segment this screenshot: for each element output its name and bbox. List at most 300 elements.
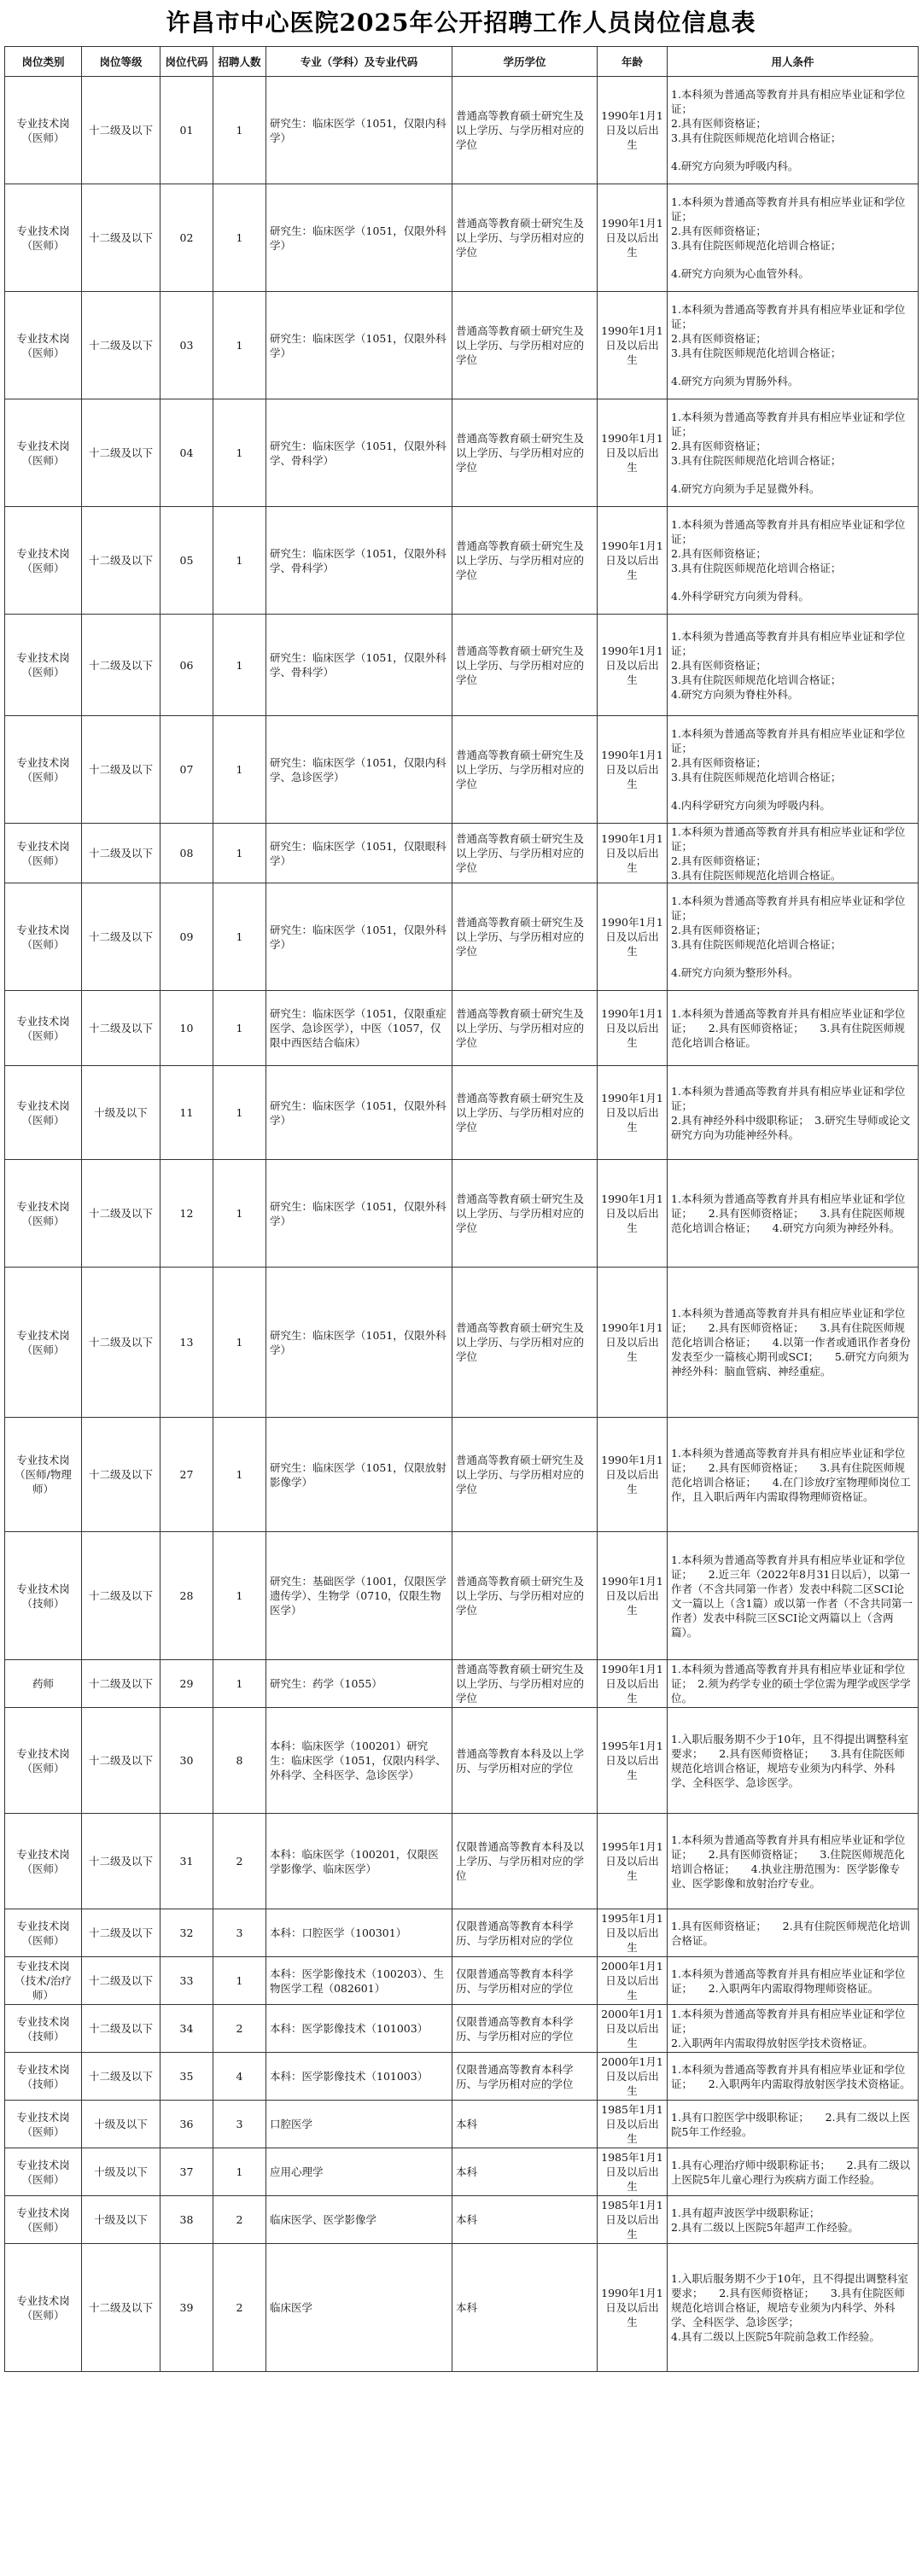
requirement-line: 1.本科须为普通高等教育并具有相应毕业证和学位证； 2.具有医师资格证； 3.具有住院医师规范化培训合格证； 4.研究方向须为神经外科。 (671, 1192, 906, 1234)
cell-major: 研究生：临床医学（1051，仅限外科学、骨科学） (266, 507, 452, 615)
header-level: 岗位等级 (82, 47, 160, 77)
cell-count: 2 (213, 1814, 266, 1909)
cell-level: 十二级及以下 (82, 399, 160, 507)
table-row (5, 1660, 919, 1708)
table-row (5, 1268, 919, 1418)
cell-count: 1 (213, 399, 266, 507)
cell-code: 04 (160, 399, 213, 507)
cell-age: 1990年1月1日及以后出生 (598, 292, 668, 399)
positions-table (4, 46, 919, 2372)
cell-level: 十二级及以下 (82, 883, 160, 991)
header-major: 专业（学科）及专业代码 (266, 47, 452, 77)
header-category: 岗位类别 (5, 47, 82, 77)
cell-age: 1990年1月1日及以后出生 (598, 507, 668, 615)
requirement-line: 1.本科须为普通高等教育并具有相应毕业证和学位证； (671, 895, 906, 922)
cell-count: 1 (213, 1268, 266, 1418)
cell-major: 应用心理学 (266, 2148, 452, 2196)
requirement-line: 1.本科须为普通高等教育并具有相应毕业证和学位证； (671, 518, 906, 545)
requirement-line: 1.本科须为普通高等教育并具有相应毕业证和学位证； (671, 2008, 906, 2035)
table-row (5, 991, 919, 1066)
table-row (5, 824, 919, 883)
cell-major: 本科：临床医学（100201，仅限医学影像学、临床医学） (266, 1814, 452, 1909)
cell-category: 专业技术岗（医师） (5, 1814, 82, 1909)
requirement-line: 2.具有医师资格证； (671, 332, 767, 345)
requirement-line: 4.外科学研究方向须为骨科。 (671, 590, 809, 603)
cell-level: 十二级及以下 (82, 2244, 160, 2372)
cell-age: 1990年1月1日及以后出生 (598, 883, 668, 991)
requirement-spacer (671, 468, 914, 481)
requirement-line: 2.具有医师资格证； (671, 924, 767, 936)
requirement-line: 1.本科须为普通高等教育并具有相应毕业证和学位证； (671, 825, 906, 853)
cell-level: 十二级及以下 (82, 1268, 160, 1418)
table-row (5, 1957, 919, 2005)
cell-code: 29 (160, 1660, 213, 1708)
cell-requirements (668, 991, 919, 1066)
cell-major: 本科：口腔医学（100301） (266, 1909, 452, 1957)
requirement-line: 4.研究方向须为胃肠外科。 (671, 375, 799, 388)
cell-age: 1985年1月1日及以后出生 (598, 2148, 668, 2196)
cell-education: 普通高等教育硕士研究生及以上学历、与学历相对应的学位 (452, 991, 598, 1066)
requirement-line: 4.内科学研究方向须为呼吸内科。 (671, 799, 831, 812)
cell-education: 本科 (452, 2148, 598, 2196)
table-row (5, 615, 919, 716)
cell-count: 3 (213, 1909, 266, 1957)
cell-education: 本科 (452, 2101, 598, 2148)
table-row (5, 716, 919, 824)
cell-education: 普通高等教育硕士研究生及以上学历、与学历相对应的学位 (452, 507, 598, 615)
cell-level: 十二级及以下 (82, 1708, 160, 1814)
requirement-line: 2.具有医师资格证； (671, 756, 767, 769)
cell-age: 1990年1月1日及以后出生 (598, 615, 668, 716)
table-row (5, 1418, 919, 1532)
requirement-line: 2.具有医师资格证； (671, 854, 767, 867)
cell-major: 临床医学 (266, 2244, 452, 2372)
cell-requirements (668, 2005, 919, 2053)
requirement-line: 1.本科须为普通高等教育并具有相应毕业证和学位证； 2.入职两年内需取得物理师资格证。 (671, 1967, 906, 1995)
cell-age: 1990年1月1日及以后出生 (598, 716, 668, 824)
cell-requirements (668, 824, 919, 883)
cell-age: 1985年1月1日及以后出生 (598, 2196, 668, 2244)
cell-age: 2000年1月1日及以后出生 (598, 2053, 668, 2101)
table-body (5, 77, 919, 2372)
cell-code: 35 (160, 2053, 213, 2101)
cell-major: 研究生：临床医学（1051，仅限重症医学、急诊医学），中医（1057，仅限中西医结合临床） (266, 991, 452, 1066)
requirement-line: 1.本科须为普通高等教育并具有相应毕业证和学位证； 2.近三年（2022年8月31日以后），以第一作者（不含共同第一作者）发表中科院二区SCI论文一篇以上（含1篇）或以第一作者（不含共同第一作者）发表中科院三区SCI论文两篇以上（含两篇）。 (671, 1553, 913, 1639)
cell-category: 专业技术岗（医师） (5, 2101, 82, 2148)
cell-level: 十二级及以下 (82, 991, 160, 1066)
cell-code: 34 (160, 2005, 213, 2053)
cell-code: 13 (160, 1268, 213, 1418)
cell-requirements (668, 2148, 919, 2196)
cell-count: 2 (213, 2244, 266, 2372)
cell-category: 专业技术岗（医师） (5, 77, 82, 184)
cell-count: 1 (213, 184, 266, 292)
cell-code: 30 (160, 1708, 213, 1814)
cell-count: 1 (213, 824, 266, 883)
cell-education: 普通高等教育本科及以上学历、与学历相对应的学位 (452, 1708, 598, 1814)
cell-major: 临床医学、医学影像学 (266, 2196, 452, 2244)
table-row (5, 1160, 919, 1268)
requirement-line: 3.具有住院医师规范化培训合格证。 (671, 868, 842, 882)
cell-requirements (668, 1532, 919, 1660)
cell-age: 1990年1月1日及以后出生 (598, 1532, 668, 1660)
cell-count: 1 (213, 615, 266, 716)
cell-category: 专业技术岗（医师） (5, 883, 82, 991)
cell-age: 1990年1月1日及以后出生 (598, 77, 668, 184)
cell-level: 十二级及以下 (82, 507, 160, 615)
cell-code: 31 (160, 1814, 213, 1909)
requirement-line: 4.研究方向须为脊柱外科。 (671, 687, 799, 701)
requirement-line: 1.本科须为普通高等教育并具有相应毕业证和学位证； 2.须为药学专业的硕士学位需为理学或医学学位。 (671, 1663, 911, 1705)
requirement-line: 1.本科须为普通高等教育并具有相应毕业证和学位证； 2.具有医师资格证； 3.具有住院医师规范化培训合格证。 (671, 1007, 906, 1049)
table-row (5, 1066, 919, 1160)
cell-education: 普通高等教育硕士研究生及以上学历、与学历相对应的学位 (452, 615, 598, 716)
cell-count: 1 (213, 77, 266, 184)
requirement-line: 1.本科须为普通高等教育并具有相应毕业证和学位证； (671, 1084, 906, 1112)
cell-category: 专业技术岗（医师） (5, 2244, 82, 2372)
requirement-line: 1.本科须为普通高等教育并具有相应毕业证和学位证； 2.入职两年内需取得放射医学技术资格证。 (671, 2062, 911, 2090)
requirement-line: 2.具有医师资格证； (671, 547, 767, 560)
cell-requirements (668, 184, 919, 292)
table-row (5, 77, 919, 184)
cell-major: 口腔医学 (266, 2101, 452, 2148)
cell-education: 普通高等教育硕士研究生及以上学历、与学历相对应的学位 (452, 1660, 598, 1708)
cell-major: 研究生：临床医学（1051，仅限外科学） (266, 184, 452, 292)
requirement-line: 4.研究方向须为整形外科。 (671, 966, 799, 979)
cell-code: 36 (160, 2101, 213, 2148)
cell-category: 专业技术岗（医师） (5, 991, 82, 1066)
cell-code: 01 (160, 77, 213, 184)
cell-major: 研究生：临床医学（1051，仅限内科学） (266, 77, 452, 184)
cell-category: 专业技术岗（医师） (5, 399, 82, 507)
cell-count: 1 (213, 883, 266, 991)
cell-age: 1995年1月1日及以后出生 (598, 1814, 668, 1909)
table-row (5, 184, 919, 292)
requirement-line: 3.具有住院医师规范化培训合格证； (671, 771, 842, 784)
cell-level: 十二级及以下 (82, 1957, 160, 2005)
header-age: 年龄 (598, 47, 668, 77)
requirement-line: 1.本科须为普通高等教育并具有相应毕业证和学位证； (671, 727, 906, 755)
cell-category: 专业技术岗（医师） (5, 2196, 82, 2244)
requirement-line: 1.入职后服务期不少于10年，且不得提出调整科室要求； 2.具有医师资格证； 3.具有住院医师规范化培训合格证，规培专业须为内科学、外科学、全科医学、急诊医学。 (671, 1732, 908, 1789)
cell-level: 十二级及以下 (82, 1909, 160, 1957)
cell-requirements (668, 1160, 919, 1268)
requirement-line: 1.具有超声波医学中级职称证； (671, 2206, 820, 2219)
cell-major: 研究生：临床医学（1051，仅限外科学） (266, 883, 452, 991)
requirement-line: 1.本科须为普通高等教育并具有相应毕业证和学位证； (671, 303, 906, 330)
requirement-spacer (671, 952, 914, 965)
requirement-line: 1.本科须为普通高等教育并具有相应毕业证和学位证； (671, 195, 906, 223)
requirement-line: 2.具有医师资格证； (671, 224, 767, 237)
cell-code: 11 (160, 1066, 213, 1160)
cell-education: 普通高等教育硕士研究生及以上学历、与学历相对应的学位 (452, 1160, 598, 1268)
requirement-line: 3.具有住院医师规范化培训合格证； (671, 239, 842, 252)
cell-category: 专业技术岗（医师） (5, 1268, 82, 1418)
requirement-line: 2.具有神经外科中级职称证； 3.研究生导师或论文研究方向为功能神经外科。 (671, 1113, 911, 1141)
cell-code: 03 (160, 292, 213, 399)
table-row (5, 2148, 919, 2196)
requirement-line: 1.本科须为普通高等教育并具有相应毕业证和学位证； 2.具有医师资格证； 3.具有住院医师规范化培训合格证； 4.以第一作者或通讯作者身份发表至少一篇核心期刊或SCI； 5.研究方向须为神经外科：脑血管病、神经重症。 (671, 1307, 911, 1378)
cell-age: 1990年1月1日及以后出生 (598, 1160, 668, 1268)
cell-age: 1990年1月1日及以后出生 (598, 1066, 668, 1160)
cell-category: 专业技术岗（医师） (5, 1708, 82, 1814)
cell-level: 十二级及以下 (82, 1160, 160, 1268)
table-row (5, 1814, 919, 1909)
cell-requirements (668, 1909, 919, 1957)
cell-count: 1 (213, 2148, 266, 2196)
cell-requirements (668, 399, 919, 507)
requirement-line: 1.具有医师资格证； 2.具有住院医师规范化培训合格证。 (671, 1919, 911, 1947)
cell-count: 2 (213, 2196, 266, 2244)
cell-category: 专业技术岗（医师） (5, 1909, 82, 1957)
cell-requirements (668, 1418, 919, 1532)
requirement-line: 1.入职后服务期不少于10年，且不得提出调整科室要求； 2.具有医师资格证； 3.具有住院医师规范化培训合格证，规培专业须为内科学、外科学、全科医学、急诊医学； (671, 2272, 908, 2328)
cell-major: 本科：临床医学（100201）研究生：临床医学（1051，仅限内科学、外科学、全科医学、急诊医学） (266, 1708, 452, 1814)
cell-age: 1990年1月1日及以后出生 (598, 184, 668, 292)
table-row (5, 2196, 919, 2244)
page-title: 许昌市中心医院2025年公开招聘工作人员岗位信息表 (166, 9, 756, 37)
cell-education: 仅限普通高等教育本科学历、与学历相对应的学位 (452, 1957, 598, 2005)
cell-count: 8 (213, 1708, 266, 1814)
cell-requirements (668, 2101, 919, 2148)
cell-count: 1 (213, 1957, 266, 2005)
requirement-line: 1.具有口腔医学中级职称证； 2.具有二级以上医院5年工作经验。 (671, 2110, 911, 2138)
cell-level: 十二级及以下 (82, 1660, 160, 1708)
cell-education: 普通高等教育硕士研究生及以上学历、与学历相对应的学位 (452, 824, 598, 883)
requirement-line: 2.具有二级以上医院5年超声工作经验。 (671, 2220, 859, 2234)
requirement-line: 4.具有二级以上医院5年院前急救工作经验。 (671, 2330, 880, 2343)
cell-count: 1 (213, 292, 266, 399)
cell-code: 10 (160, 991, 213, 1066)
cell-education: 普通高等教育硕士研究生及以上学历、与学历相对应的学位 (452, 292, 598, 399)
cell-education: 普通高等教育硕士研究生及以上学历、与学历相对应的学位 (452, 883, 598, 991)
cell-requirements (668, 1268, 919, 1418)
cell-category: 专业技术岗（医师） (5, 1066, 82, 1160)
cell-category: 专业技术岗（医师） (5, 184, 82, 292)
cell-level: 十二级及以下 (82, 2005, 160, 2053)
requirement-spacer (671, 253, 914, 266)
cell-category: 药师 (5, 1660, 82, 1708)
cell-age: 1990年1月1日及以后出生 (598, 991, 668, 1066)
cell-level: 十二级及以下 (82, 184, 160, 292)
cell-education: 仅限普通高等教育本科学历、与学历相对应的学位 (452, 2005, 598, 2053)
cell-major: 研究生：临床医学（1051，仅限内科学、急诊医学） (266, 716, 452, 824)
cell-age: 1995年1月1日及以后出生 (598, 1708, 668, 1814)
cell-level: 十二级及以下 (82, 716, 160, 824)
cell-education: 仅限普通高等教育本科学历、与学历相对应的学位 (452, 2053, 598, 2101)
cell-requirements (668, 1814, 919, 1909)
requirement-line: 1.本科须为普通高等教育并具有相应毕业证和学位证； (671, 411, 906, 438)
cell-age: 1990年1月1日及以后出生 (598, 1418, 668, 1532)
cell-level: 十二级及以下 (82, 615, 160, 716)
cell-category: 专业技术岗（医师） (5, 716, 82, 824)
cell-requirements (668, 77, 919, 184)
cell-category: 专业技术岗（医师） (5, 824, 82, 883)
cell-category: 专业技术岗（医师） (5, 292, 82, 399)
requirement-line: 1.本科须为普通高等教育并具有相应毕业证和学位证； (671, 88, 906, 115)
cell-level: 十级及以下 (82, 2101, 160, 2148)
cell-requirements (668, 615, 919, 716)
cell-count: 4 (213, 2053, 266, 2101)
requirement-line: 3.具有住院医师规范化培训合格证； (671, 131, 842, 144)
cell-requirements (668, 2053, 919, 2101)
table-row (5, 1532, 919, 1660)
cell-category: 专业技术岗（技师） (5, 1532, 82, 1660)
cell-major: 研究生：临床医学（1051，仅限外科学） (266, 1160, 452, 1268)
cell-education: 普通高等教育硕士研究生及以上学历、与学历相对应的学位 (452, 716, 598, 824)
cell-category: 专业技术岗（技术/治疗师） (5, 1957, 82, 2005)
table-row (5, 2244, 919, 2372)
cell-requirements (668, 2196, 919, 2244)
cell-major: 研究生：临床医学（1051，仅限外科学、骨科学） (266, 399, 452, 507)
cell-code: 06 (160, 615, 213, 716)
cell-requirements (668, 1708, 919, 1814)
cell-level: 十二级及以下 (82, 1532, 160, 1660)
cell-count: 1 (213, 1418, 266, 1532)
cell-level: 十二级及以下 (82, 1418, 160, 1532)
cell-education: 本科 (452, 2196, 598, 2244)
cell-level: 十二级及以下 (82, 77, 160, 184)
cell-education: 仅限普通高等教育本科学历、与学历相对应的学位 (452, 1909, 598, 1957)
table-row (5, 399, 919, 507)
cell-level: 十二级及以下 (82, 292, 160, 399)
cell-count: 1 (213, 1660, 266, 1708)
requirement-spacer (671, 360, 914, 374)
requirement-line: 4.研究方向须为呼吸内科。 (671, 160, 799, 172)
cell-code: 38 (160, 2196, 213, 2244)
cell-education: 普通高等教育硕士研究生及以上学历、与学历相对应的学位 (452, 184, 598, 292)
table-row (5, 2101, 919, 2148)
cell-code: 07 (160, 716, 213, 824)
cell-education: 普通高等教育硕士研究生及以上学历、与学历相对应的学位 (452, 1532, 598, 1660)
table-row (5, 2005, 919, 2053)
cell-category: 专业技术岗（医师） (5, 615, 82, 716)
cell-education: 普通高等教育硕士研究生及以上学历、与学历相对应的学位 (452, 1066, 598, 1160)
table-row (5, 2053, 919, 2101)
requirement-line: 1.本科须为普通高等教育并具有相应毕业证和学位证； (671, 629, 906, 657)
cell-age: 1995年1月1日及以后出生 (598, 1909, 668, 1957)
cell-age: 1990年1月1日及以后出生 (598, 824, 668, 883)
cell-education: 本科 (452, 2244, 598, 2372)
cell-count: 3 (213, 2101, 266, 2148)
cell-major: 研究生：临床医学（1051，仅限放射影像学） (266, 1418, 452, 1532)
cell-code: 32 (160, 1909, 213, 1957)
cell-count: 2 (213, 2005, 266, 2053)
cell-major: 研究生：临床医学（1051，仅限外科学） (266, 1268, 452, 1418)
cell-category: 专业技术岗（医师/物理师） (5, 1418, 82, 1532)
requirement-spacer (671, 145, 914, 159)
cell-education: 普通高等教育硕士研究生及以上学历、与学历相对应的学位 (452, 1268, 598, 1418)
cell-major: 研究生：临床医学（1051，仅限眼科学） (266, 824, 452, 883)
cell-code: 08 (160, 824, 213, 883)
cell-major: 研究生：临床医学（1051，仅限外科学） (266, 1066, 452, 1160)
cell-category: 专业技术岗（技师） (5, 2005, 82, 2053)
requirement-line: 3.具有住院医师规范化培训合格证； (671, 938, 842, 951)
cell-requirements (668, 1957, 919, 2005)
table-row (5, 292, 919, 399)
requirement-line: 4.研究方向须为手足显微外科。 (671, 482, 820, 495)
requirement-line: 2.入职两年内需取得放射医学技术资格证。 (671, 2037, 873, 2049)
cell-level: 十二级及以下 (82, 824, 160, 883)
cell-code: 05 (160, 507, 213, 615)
cell-age: 1985年1月1日及以后出生 (598, 2101, 668, 2148)
cell-level: 十级及以下 (82, 2196, 160, 2244)
requirement-line: 1.本科须为普通高等教育并具有相应毕业证和学位证； 2.具有医师资格证； 3.住院医师规范化培训合格证； 4.执业注册范围为：医学影像专业、医学影像和放射治疗专业。 (671, 1833, 906, 1890)
cell-level: 十二级及以下 (82, 1814, 160, 1909)
cell-age: 2000年1月1日及以后出生 (598, 1957, 668, 2005)
header-row (5, 47, 919, 77)
cell-education: 普通高等教育硕士研究生及以上学历、与学历相对应的学位 (452, 77, 598, 184)
cell-count: 1 (213, 1066, 266, 1160)
requirement-line: 3.具有住院医师规范化培训合格证； (671, 347, 842, 359)
cell-code: 37 (160, 2148, 213, 2196)
requirement-line: 2.具有医师资格证； (671, 658, 767, 672)
cell-requirements (668, 1660, 919, 1708)
cell-category: 专业技术岗（医师） (5, 507, 82, 615)
cell-major: 研究生：基础医学（1001，仅限医学遗传学）、生物学（0710，仅限生物医学） (266, 1532, 452, 1660)
cell-age: 2000年1月1日及以后出生 (598, 2005, 668, 2053)
cell-requirements (668, 716, 919, 824)
cell-age: 1990年1月1日及以后出生 (598, 1268, 668, 1418)
header-code: 岗位代码 (160, 47, 213, 77)
header-education: 学历学位 (452, 47, 598, 77)
cell-major: 本科：医学影像技术（101003） (266, 2053, 452, 2101)
cell-education: 普通高等教育硕士研究生及以上学历、与学历相对应的学位 (452, 399, 598, 507)
header-requirements: 用人条件 (668, 47, 919, 77)
cell-major: 研究生：临床医学（1051，仅限外科学） (266, 292, 452, 399)
cell-count: 1 (213, 991, 266, 1066)
cell-age: 1990年1月1日及以后出生 (598, 399, 668, 507)
table-row (5, 1909, 919, 1957)
cell-requirements (668, 2244, 919, 2372)
cell-requirements (668, 883, 919, 991)
cell-code: 27 (160, 1418, 213, 1532)
requirement-line: 2.具有医师资格证； (671, 440, 767, 452)
cell-major: 本科：医学影像技术（100203）、生物医学工程（082601） (266, 1957, 452, 2005)
cell-education: 仅限普通高等教育本科及以上学历、与学历相对应的学位 (452, 1814, 598, 1909)
cell-code: 28 (160, 1532, 213, 1660)
cell-count: 1 (213, 507, 266, 615)
cell-age: 1990年1月1日及以后出生 (598, 2244, 668, 2372)
cell-code: 09 (160, 883, 213, 991)
requirement-line: 4.研究方向须为心血管外科。 (671, 267, 809, 280)
requirement-line: 2.具有医师资格证； (671, 117, 767, 130)
requirement-spacer (671, 575, 914, 589)
cell-category: 专业技术岗（医师） (5, 1160, 82, 1268)
cell-major: 研究生：药学（1055） (266, 1660, 452, 1708)
table-row (5, 507, 919, 615)
cell-category: 专业技术岗（医师） (5, 2148, 82, 2196)
header-count: 招聘人数 (213, 47, 266, 77)
cell-count: 1 (213, 1532, 266, 1660)
requirement-line: 3.具有住院医师规范化培训合格证； (671, 673, 842, 686)
table-row (5, 1708, 919, 1814)
cell-level: 十级及以下 (82, 1066, 160, 1160)
cell-requirements (668, 1066, 919, 1160)
table-row (5, 883, 919, 991)
requirement-line: 1.本科须为普通高等教育并具有相应毕业证和学位证； 2.具有医师资格证； 3.具有住院医师规范化培训合格证； 4.在门诊放疗室物理师岗位工作，且入职后两年内需取得物理师资格证。 (671, 1446, 911, 1503)
cell-age: 1990年1月1日及以后出生 (598, 1660, 668, 1708)
cell-major: 本科：医学影像技术（101003） (266, 2005, 452, 2053)
requirement-line: 3.具有住院医师规范化培训合格证； (671, 454, 842, 467)
cell-code: 39 (160, 2244, 213, 2372)
requirement-line: 3.具有住院医师规范化培训合格证； (671, 562, 842, 574)
requirement-spacer (671, 784, 914, 798)
cell-education: 普通高等教育硕士研究生及以上学历、与学历相对应的学位 (452, 1418, 598, 1532)
cell-count: 1 (213, 1160, 266, 1268)
cell-requirements (668, 292, 919, 399)
cell-major: 研究生：临床医学（1051，仅限外科学、骨科学） (266, 615, 452, 716)
